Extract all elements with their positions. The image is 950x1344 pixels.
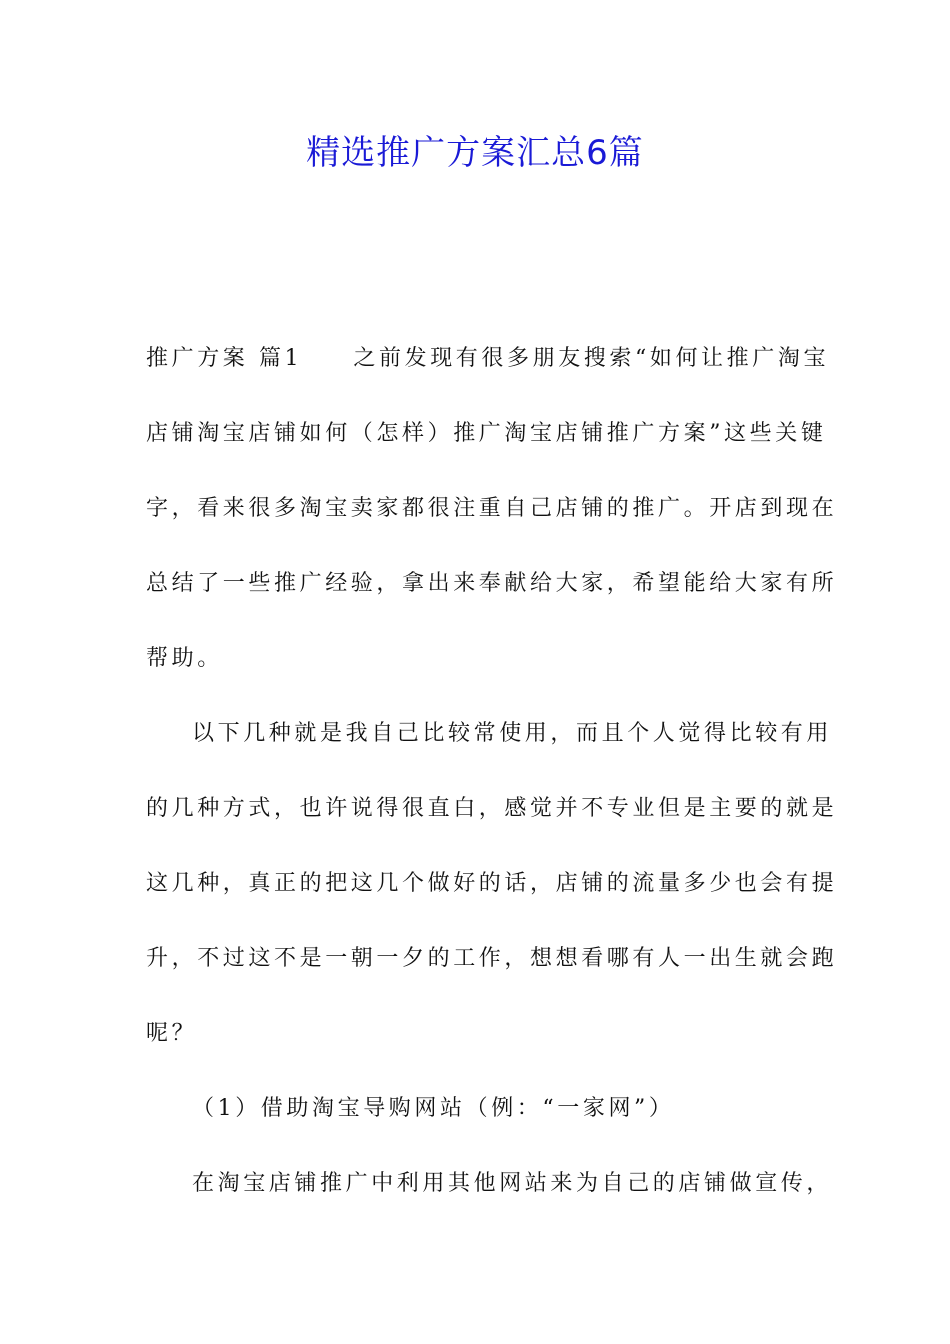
- paragraph-3-line-1: 在淘宝店铺推广中利用其他网站来为自己的店铺做宣传，: [192, 1171, 833, 1196]
- document-title: 精选推广方案汇总6篇: [306, 133, 644, 173]
- paragraph-1-line-4: 总结了一些推广经验，拿出来奉献给大家，希望能给大家有所: [146, 571, 838, 596]
- paragraph-1-line-3: 字，看来很多淘宝卖家都很注重自己店铺的推广。开店到现在: [146, 496, 838, 521]
- paragraph-1-line-5: 帮助。: [146, 646, 223, 671]
- paragraph-2-line-3: 这几种，真正的把这几个做好的话，店铺的流量多少也会有提: [146, 871, 838, 896]
- paragraph-1-line-2: 店铺淘宝店铺如何（怎样）推广淘宝店铺推广方案”这些关键: [146, 421, 827, 446]
- paragraph-2-line-1: 以下几种就是我自己比较常使用，而且个人觉得比较有用: [192, 721, 833, 746]
- paragraph-1-line-1: 推广方案 篇1 之前发现有很多朋友搜索“如何让推广淘宝: [146, 346, 830, 371]
- paragraph-2-line-4: 升，不过这不是一朝一夕的工作，想想看哪有人一出生就会跑: [146, 946, 838, 971]
- paragraph-2-line-2: 的几种方式，也许说得很直白，感觉并不专业但是主要的就是: [146, 796, 838, 821]
- paragraph-2-line-5: 呢？: [146, 1021, 198, 1046]
- section-heading-1: （1）借助淘宝导购网站（例：“一家网”）: [192, 1096, 675, 1121]
